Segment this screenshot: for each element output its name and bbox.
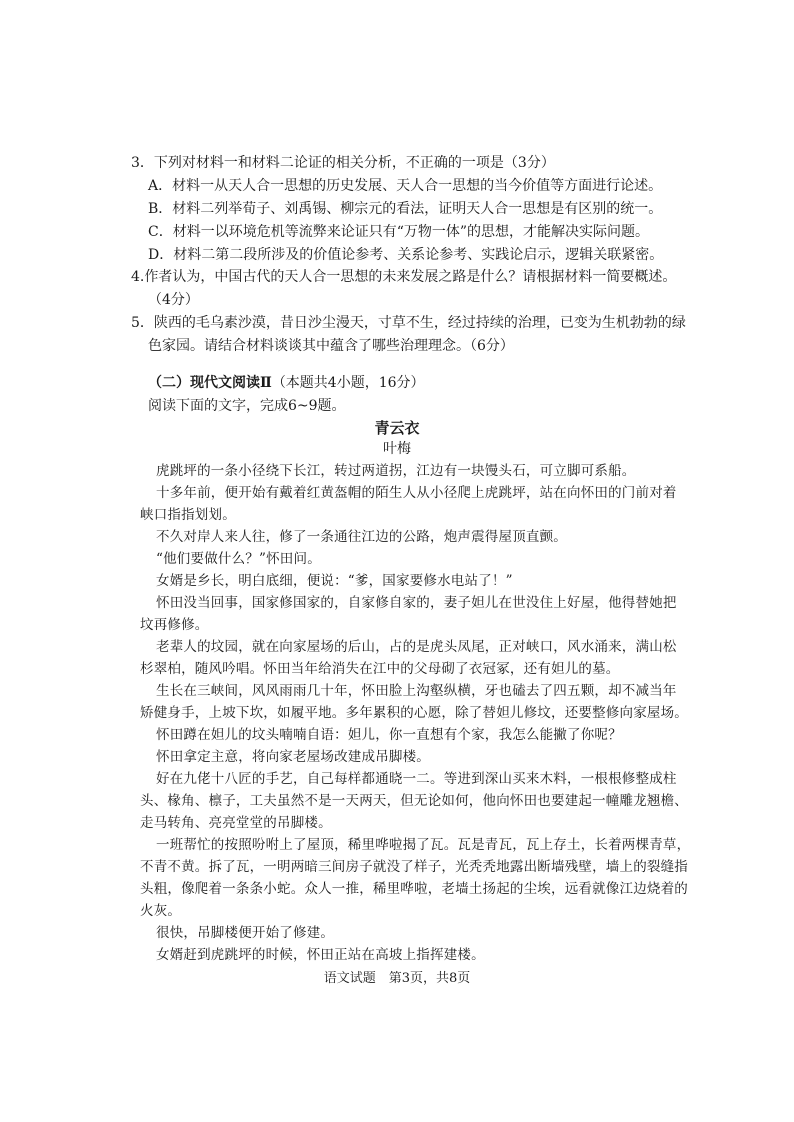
story-line: 怀田拿定主意，将向家老屋场改建成吊脚楼。 <box>156 749 430 765</box>
q4-score: （4分） <box>148 292 199 308</box>
q3-option-d: D．材料二第二段所涉及的价值论参考、关系论参考、实践论启示，逻辑关联紧密。 <box>148 247 664 263</box>
story-line: 生长在三峡间，风风雨雨几十年，怀田脸上沟壑纵横，牙也磕去了四五颗，却不减当年 <box>156 683 677 699</box>
q4-stem: 4.作者认为，中国古代的天人合一思想的未来发展之路是什么？请根据材料一简要概述。 <box>131 269 677 285</box>
story-line: 不久对岸人来人往，修了一条通往江边的公路，炮声震得屋顶直颤。 <box>156 529 567 545</box>
story-line: “他们要做什么？”怀田问。 <box>156 551 321 567</box>
story-line: 一班帮忙的按照吩咐上了屋顶，稀里哗啦揭了瓦。瓦是青瓦，瓦上存土，长着两棵青草， <box>156 837 691 853</box>
story-line: 头、椽角、檩子，工夫虽然不是一天两天，但无论如何，他向怀田也要建起一幢雕龙翘檐、 <box>140 793 688 809</box>
story-line: 火灰。 <box>140 903 182 919</box>
story-line: 虎跳坪的一条小径绕下长江，转过两道拐，江边有一块馒头石，可立脚可系船。 <box>156 463 636 479</box>
story-line: 走马转角、亮亮堂堂的吊脚楼。 <box>140 815 332 831</box>
q3-option-a: A．材料一从天人合一思想的历史发展、天人合一思想的当今价值等方面进行论述。 <box>148 178 663 194</box>
story-line: 很快，吊脚楼便开始了修建。 <box>156 925 335 941</box>
story-line: 女婿是乡长，明白底细，便说：“爹，国家要修水电站了！” <box>156 573 513 589</box>
section-heading <box>148 373 425 393</box>
q5-stem: 5．陕西的毛乌素沙漠，昔日沙尘漫天，寸草不生，经过持续的治理，已变为生机勃勃的绿 <box>131 315 686 331</box>
story-line: 头粗，像爬着一条条小蛇。众人一推，稀里哗啦，老墙土扬起的尘埃，远看就像江边烧着的 <box>140 881 688 897</box>
section-instruction: 阅读下面的文字，完成6~9题。 <box>148 398 346 414</box>
story-line: 怀田没当回事，国家修国家的，自家修自家的，妻子妲儿在世没住上好屋，他得替她把 <box>156 595 677 611</box>
q3-option-b: B．材料二列举荀子、刘禹锡、柳宗元的看法，证明天人合一思想是有区别的统一。 <box>148 201 663 217</box>
story-line: 怀田蹲在妲儿的坟头喃喃自语：妲儿，你一直想有个家，我怎么能撇了你呢？ <box>156 727 622 743</box>
story-line: 女婿赶到虎跳坪的时候，怀田正站在高坡上指挥建楼。 <box>156 947 485 963</box>
q3-option-c: C．材料一以环境危机等流弊来论证只有“万物一体”的思想，才能解决实际问题。 <box>148 224 650 240</box>
section-heading-title: （二）现代文阅读Ⅱ <box>148 375 272 391</box>
page-footer: 语文试题 第3页，共8页 <box>323 971 471 986</box>
section-heading-note: （本题共4小题，16分） <box>271 375 425 391</box>
story-title: 青云衣 <box>374 419 420 437</box>
story-line: 老辈人的坟园，就在向家屋场的后山，占的是虎头凤尾，正对峡口，风水涌来，满山松 <box>156 639 677 655</box>
q5-stem-cont: 色家园。请结合材料谈谈其中蕴含了哪些治理理念。（6分） <box>148 338 514 354</box>
story-line: 矫健身手，上坡下坎，如履平地。多年累积的心愿，除了替妲儿修坟，还要整修向家屋场。 <box>140 705 688 721</box>
story-line: 好在九佬十八匠的手艺，自己每样都通晓一二。等进到深山买来木料，一根根修整成柱 <box>156 771 677 787</box>
story-line: 不青不黄。拆了瓦，一明两暗三间房子就没了样子，光秃秃地露出断墙残壁，墙上的裂缝指 <box>140 859 688 875</box>
story-line: 十多年前，便开始有戴着红黄盔帽的陌生人从小径爬上虎跳坪，站在向怀田的门前对着 <box>156 485 677 501</box>
story-line: 杉翠柏，随风吟唱。怀田当年给消失在江中的父母砌了衣冠冢，还有妲儿的墓。 <box>140 661 620 677</box>
story-line: 坟再修修。 <box>140 617 209 633</box>
story-line: 峡口指指划划。 <box>140 507 236 523</box>
q3-stem: 3．下列对材料一和材料二论证的相关分析，不正确的一项是（3分） <box>131 155 555 171</box>
story-author: 叶梅 <box>383 441 411 457</box>
